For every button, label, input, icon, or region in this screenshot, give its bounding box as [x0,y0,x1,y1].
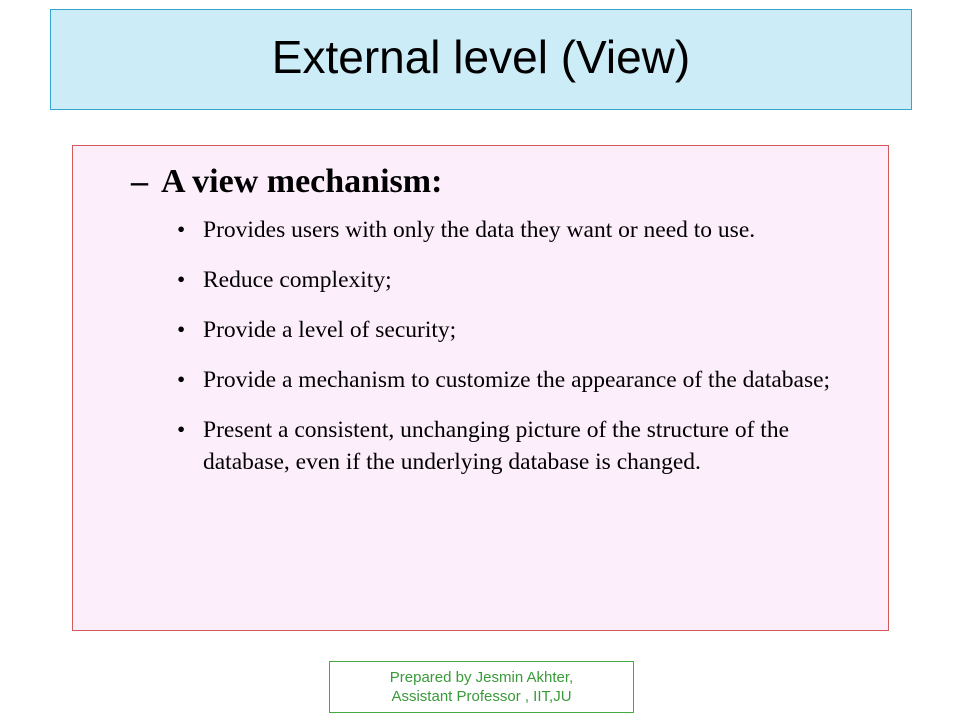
dash-marker: – [131,163,148,200]
footer-line-affiliation: Assistant Professor , IIT,JU [391,688,572,705]
bullet-text: Provides users with only the data they want or need to use. [203,217,756,243]
bullet-item [177,264,867,296]
bullet-icon: • [177,267,186,293]
footer-line-author: Prepared by Jesmin Akhter, [389,669,574,686]
bullet-icon: • [177,217,186,243]
bullet-item [177,314,867,346]
bullet-list [177,214,867,496]
section-heading [131,160,442,204]
heading-text: A view mechanism: [161,163,443,200]
bullet-item [177,214,867,246]
bullet-icon: • [177,417,186,443]
bullet-text: Present a consistent, unchanging picture of the structure of the database, even if the underlying database is changed. [203,417,790,475]
bullet-text: Provide a mechanism to customize the appearance of the database; [203,367,831,393]
bullet-icon: • [177,317,186,343]
bullet-text: Reduce complexity; [203,267,392,293]
bullet-text: Provide a level of security; [203,317,457,343]
title-box [50,9,912,110]
bullet-icon: • [177,367,186,393]
slide-title: External level (View) [271,30,691,83]
footer-credit [329,661,634,713]
bullet-item [177,364,867,396]
bullet-item [177,414,867,478]
content-box [72,145,889,631]
